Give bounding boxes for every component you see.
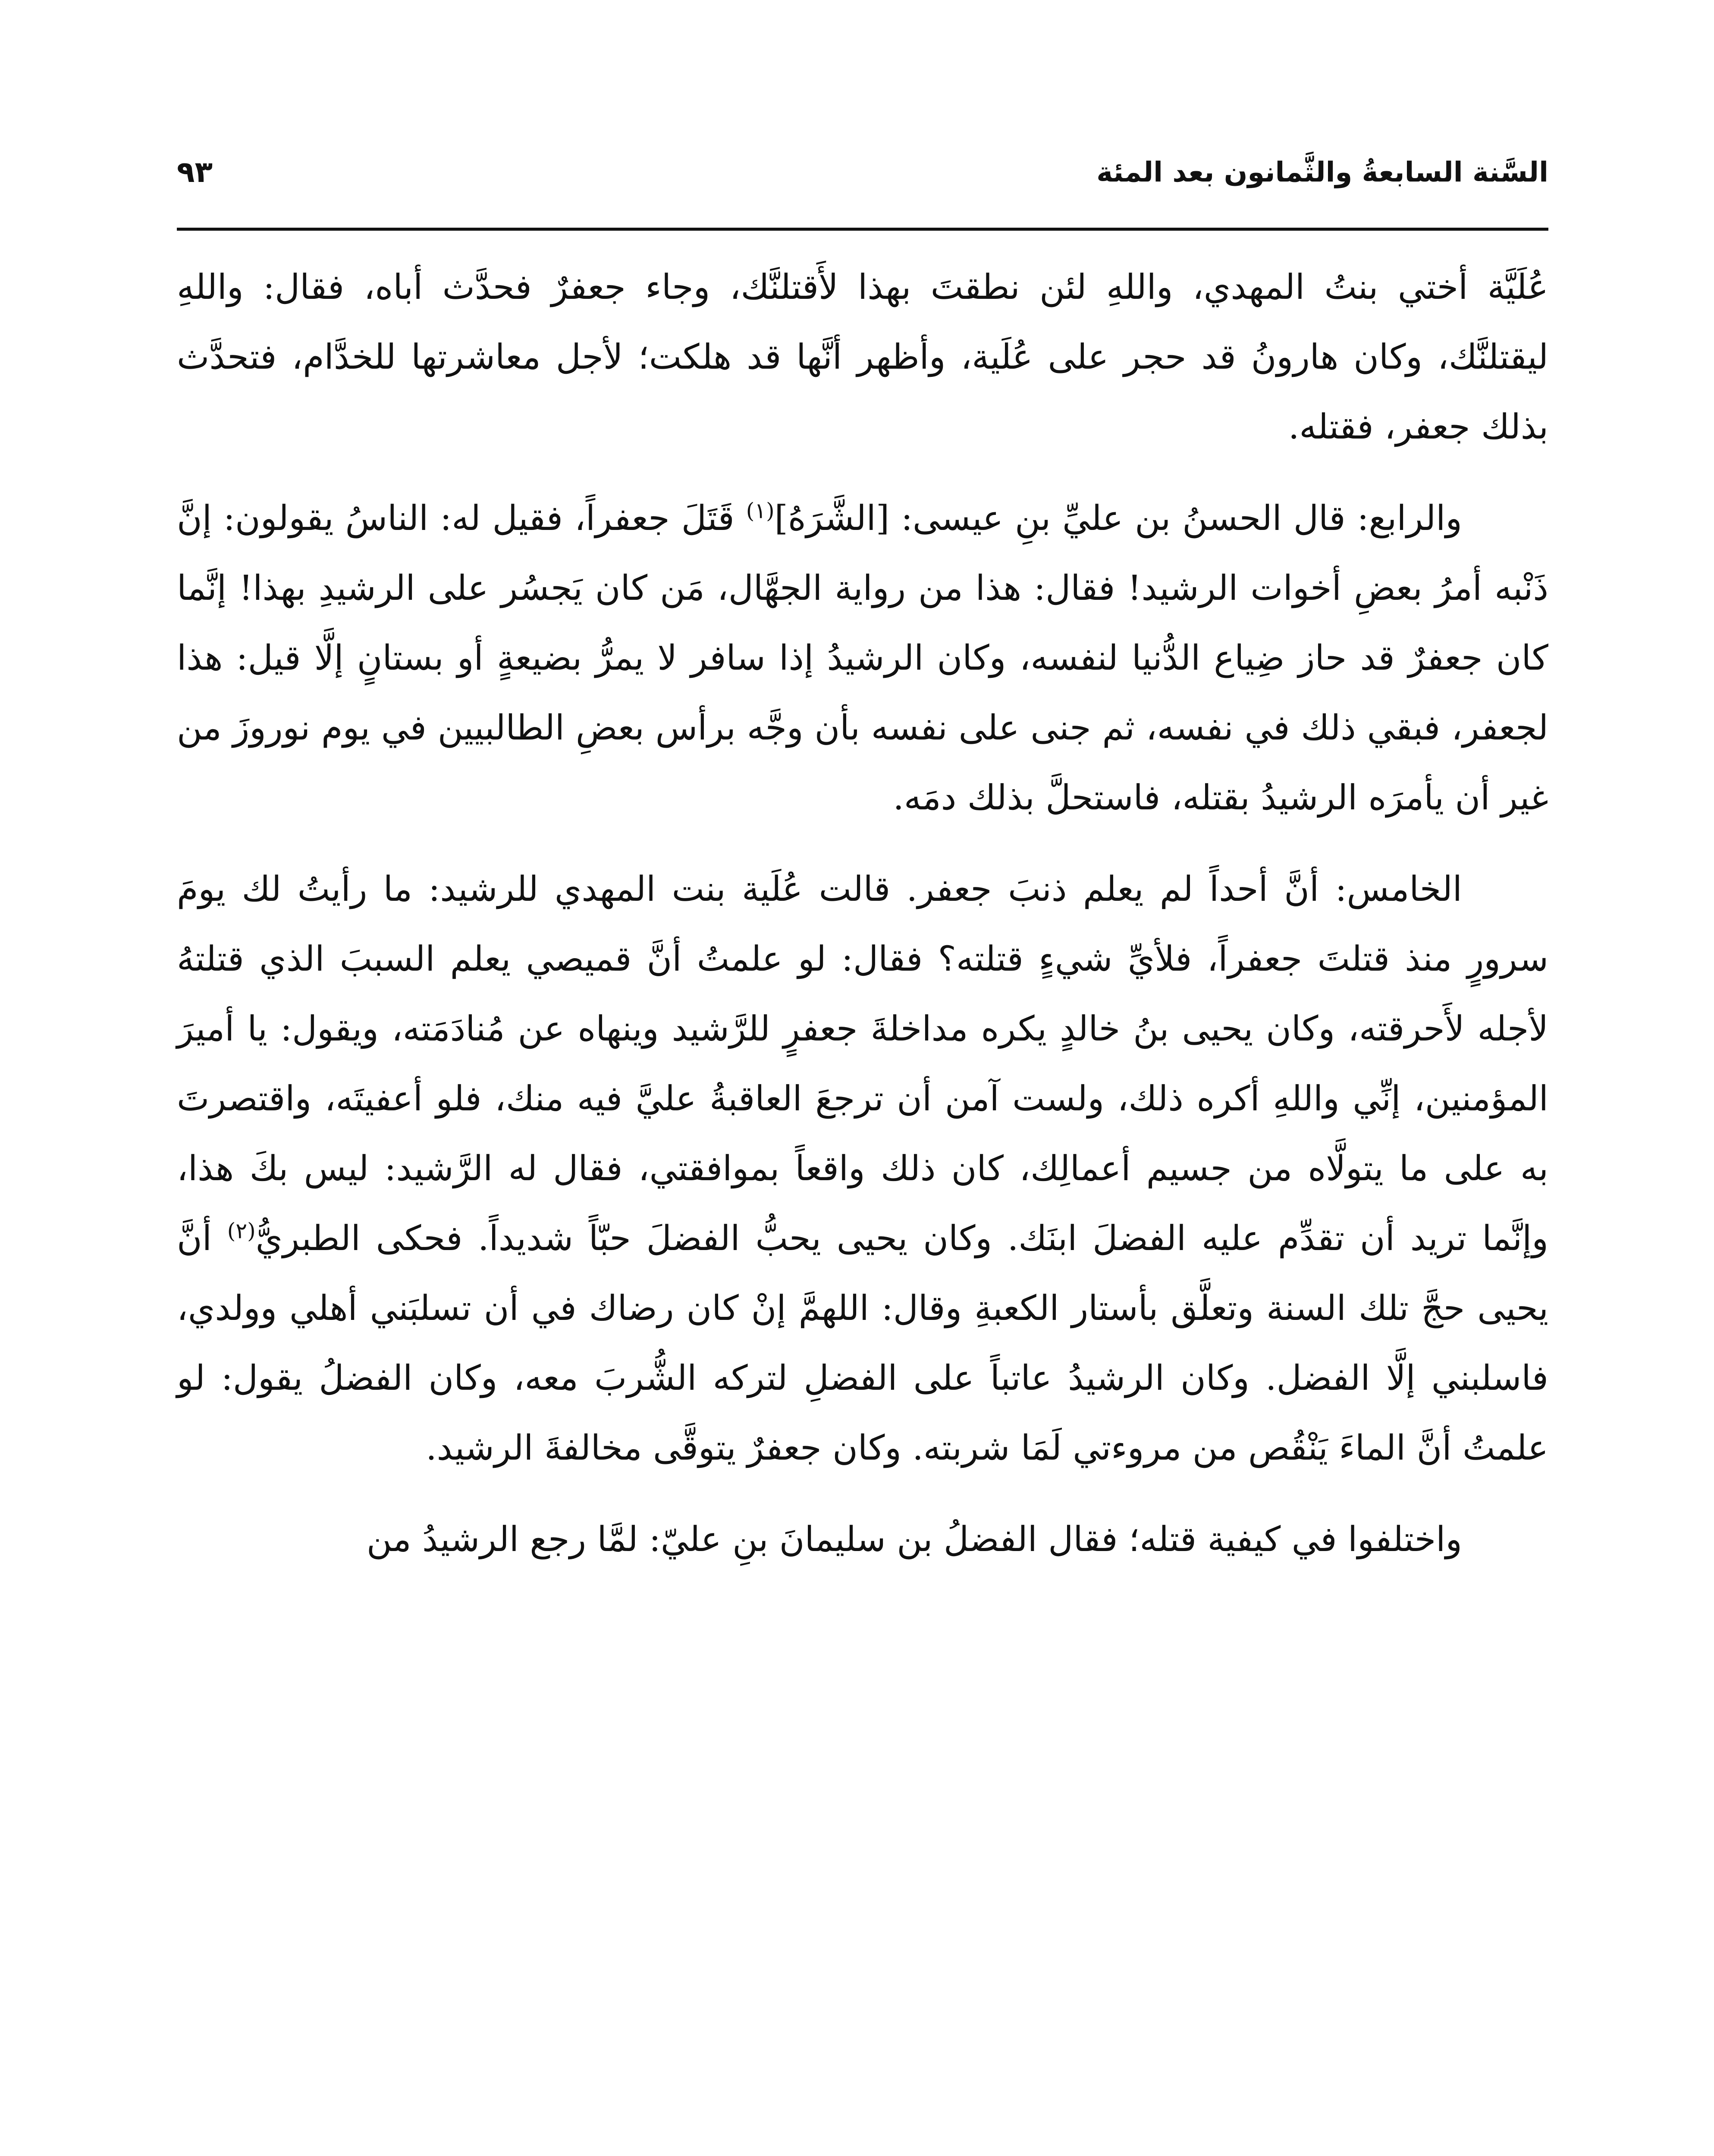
- page-header: [177, 129, 1548, 220]
- running-title: السَّنة السابعةُ والثَّمانون بعد المئة: [1096, 157, 1548, 188]
- paragraph-fourth-reason-continuation: قَتَلَ جعفراً، فقيل له: الناسُ يقولون: إنَّ ذَنْبه أمرُ بعضِ أخوات الرشيد! فقال: هذا من رواية الجهَّال، مَن كان يَجسُر على الرشيدِ بهذا! إنَّما كان جعفرٌ قد حاز ضِياع الدُّنيا لنفسه، وكان الرشيدُ إذا سافر لا يمرُّ بضيعةٍ أو بستانٍ إلَّا قيل: هذا لجعفر، فبقي ذلك في نفسه، ثم جنى على نفسه بأن وجَّه برأس بعضِ الطالبيين في يوم نوروزَ من غير أن يأمرَه الرشيدُ بقتله، فاستحلَّ بذلك دمَه.: [177, 498, 1549, 818]
- paragraph-manner-of-killing: واختلفوا في كيفية قتله؛ فقال الفضلُ بن سليمانَ بنِ عليّ: لمَّا رجع الرشيدُ من: [366, 1519, 1462, 1559]
- paragraph-fourth-reason: [177, 483, 1548, 833]
- footnote-ref-1[interactable]: (١): [746, 498, 775, 523]
- main-text: [177, 252, 1548, 1596]
- paragraph-fifth-reason-continuation: أنَّ يحيى حجَّ تلك السنة وتعلَّق بأستار الكعبةِ وقال: اللهمَّ إنْ كان رضاك في أن تسلبَني أهلي وولدي، فاسلبني إلَّا الفضل. وكان الرشيدُ عاتباً على الفضلِ لتركه الشُّربَ معه، وكان الفضلُ يقول: لو علمتُ أنَّ الماءَ يَنْقُص من مروءتي لَمَا شربته. وكان جعفرٌ يتوقَّى مخالفةَ الرشيد.: [177, 1218, 1548, 1468]
- paragraph-fourth-reason-text: والرابع: قال الحسنُ بن عليِّ بنِ عيسى: [الشَّرَهُ]: [774, 498, 1462, 538]
- footnote-ref-2[interactable]: (٢): [227, 1218, 256, 1244]
- paragraph-fifth-reason: [177, 854, 1548, 1483]
- paragraph-continued: عُلَيَّة أختي بنتُ المهدي، واللهِ لئن نطقتَ بهذا لأَقتلنَّك، وجاء جعفرٌ فحدَّث أباه، فقال: واللهِ ليقتلنَّك، وكان هارونُ قد حجر على عُلَية، وأظهر أنَّها قد هلكت؛ لأجل معاشرتها للخدَّام، فتحدَّث بذلك جعفر، فقتله.: [177, 267, 1548, 447]
- paragraph-fifth-reason-text: الخامس: أنَّ أحداً لم يعلم ذنبَ جعفر. قالت عُلَية بنت المهدي للرشيد: ما رأيتُ لك يومَ سرورٍ منذ قتلتَ جعفراً، فلأيِّ شيءٍ قتلته؟ فقال: لو علمتُ أنَّ قميصي يعلم السببَ الذي قتلتهُ لأجله لأَحرقته، وكان يحيى بنُ خالدٍ يكره مداخلةَ جعفرٍ للرَّشيد وينهاه عن مُنادَمَته، ويقول: يا أميرَ المؤمنين، إنِّي واللهِ أكره ذلك، ولست آمن أن ترجعَ العاقبةُ عليَّ فيه منك، فلو أعفيتَه، واقتصرتَ به على ما يتولَّاه من جسيم أعمالِك، كان ذلك واقعاً بموافقتي، فقال له الرَّشيد: ليس بكَ هذا، وإنَّما تريد أن تقدِّم عليه الفضلَ ابنَك. وكان يحيى يحبُّ الفضلَ حبّاً شديداً. فحكى الطبريُّ: [177, 869, 1549, 1258]
- header-rule: [177, 228, 1548, 231]
- page-number: ٩٣: [177, 155, 213, 189]
